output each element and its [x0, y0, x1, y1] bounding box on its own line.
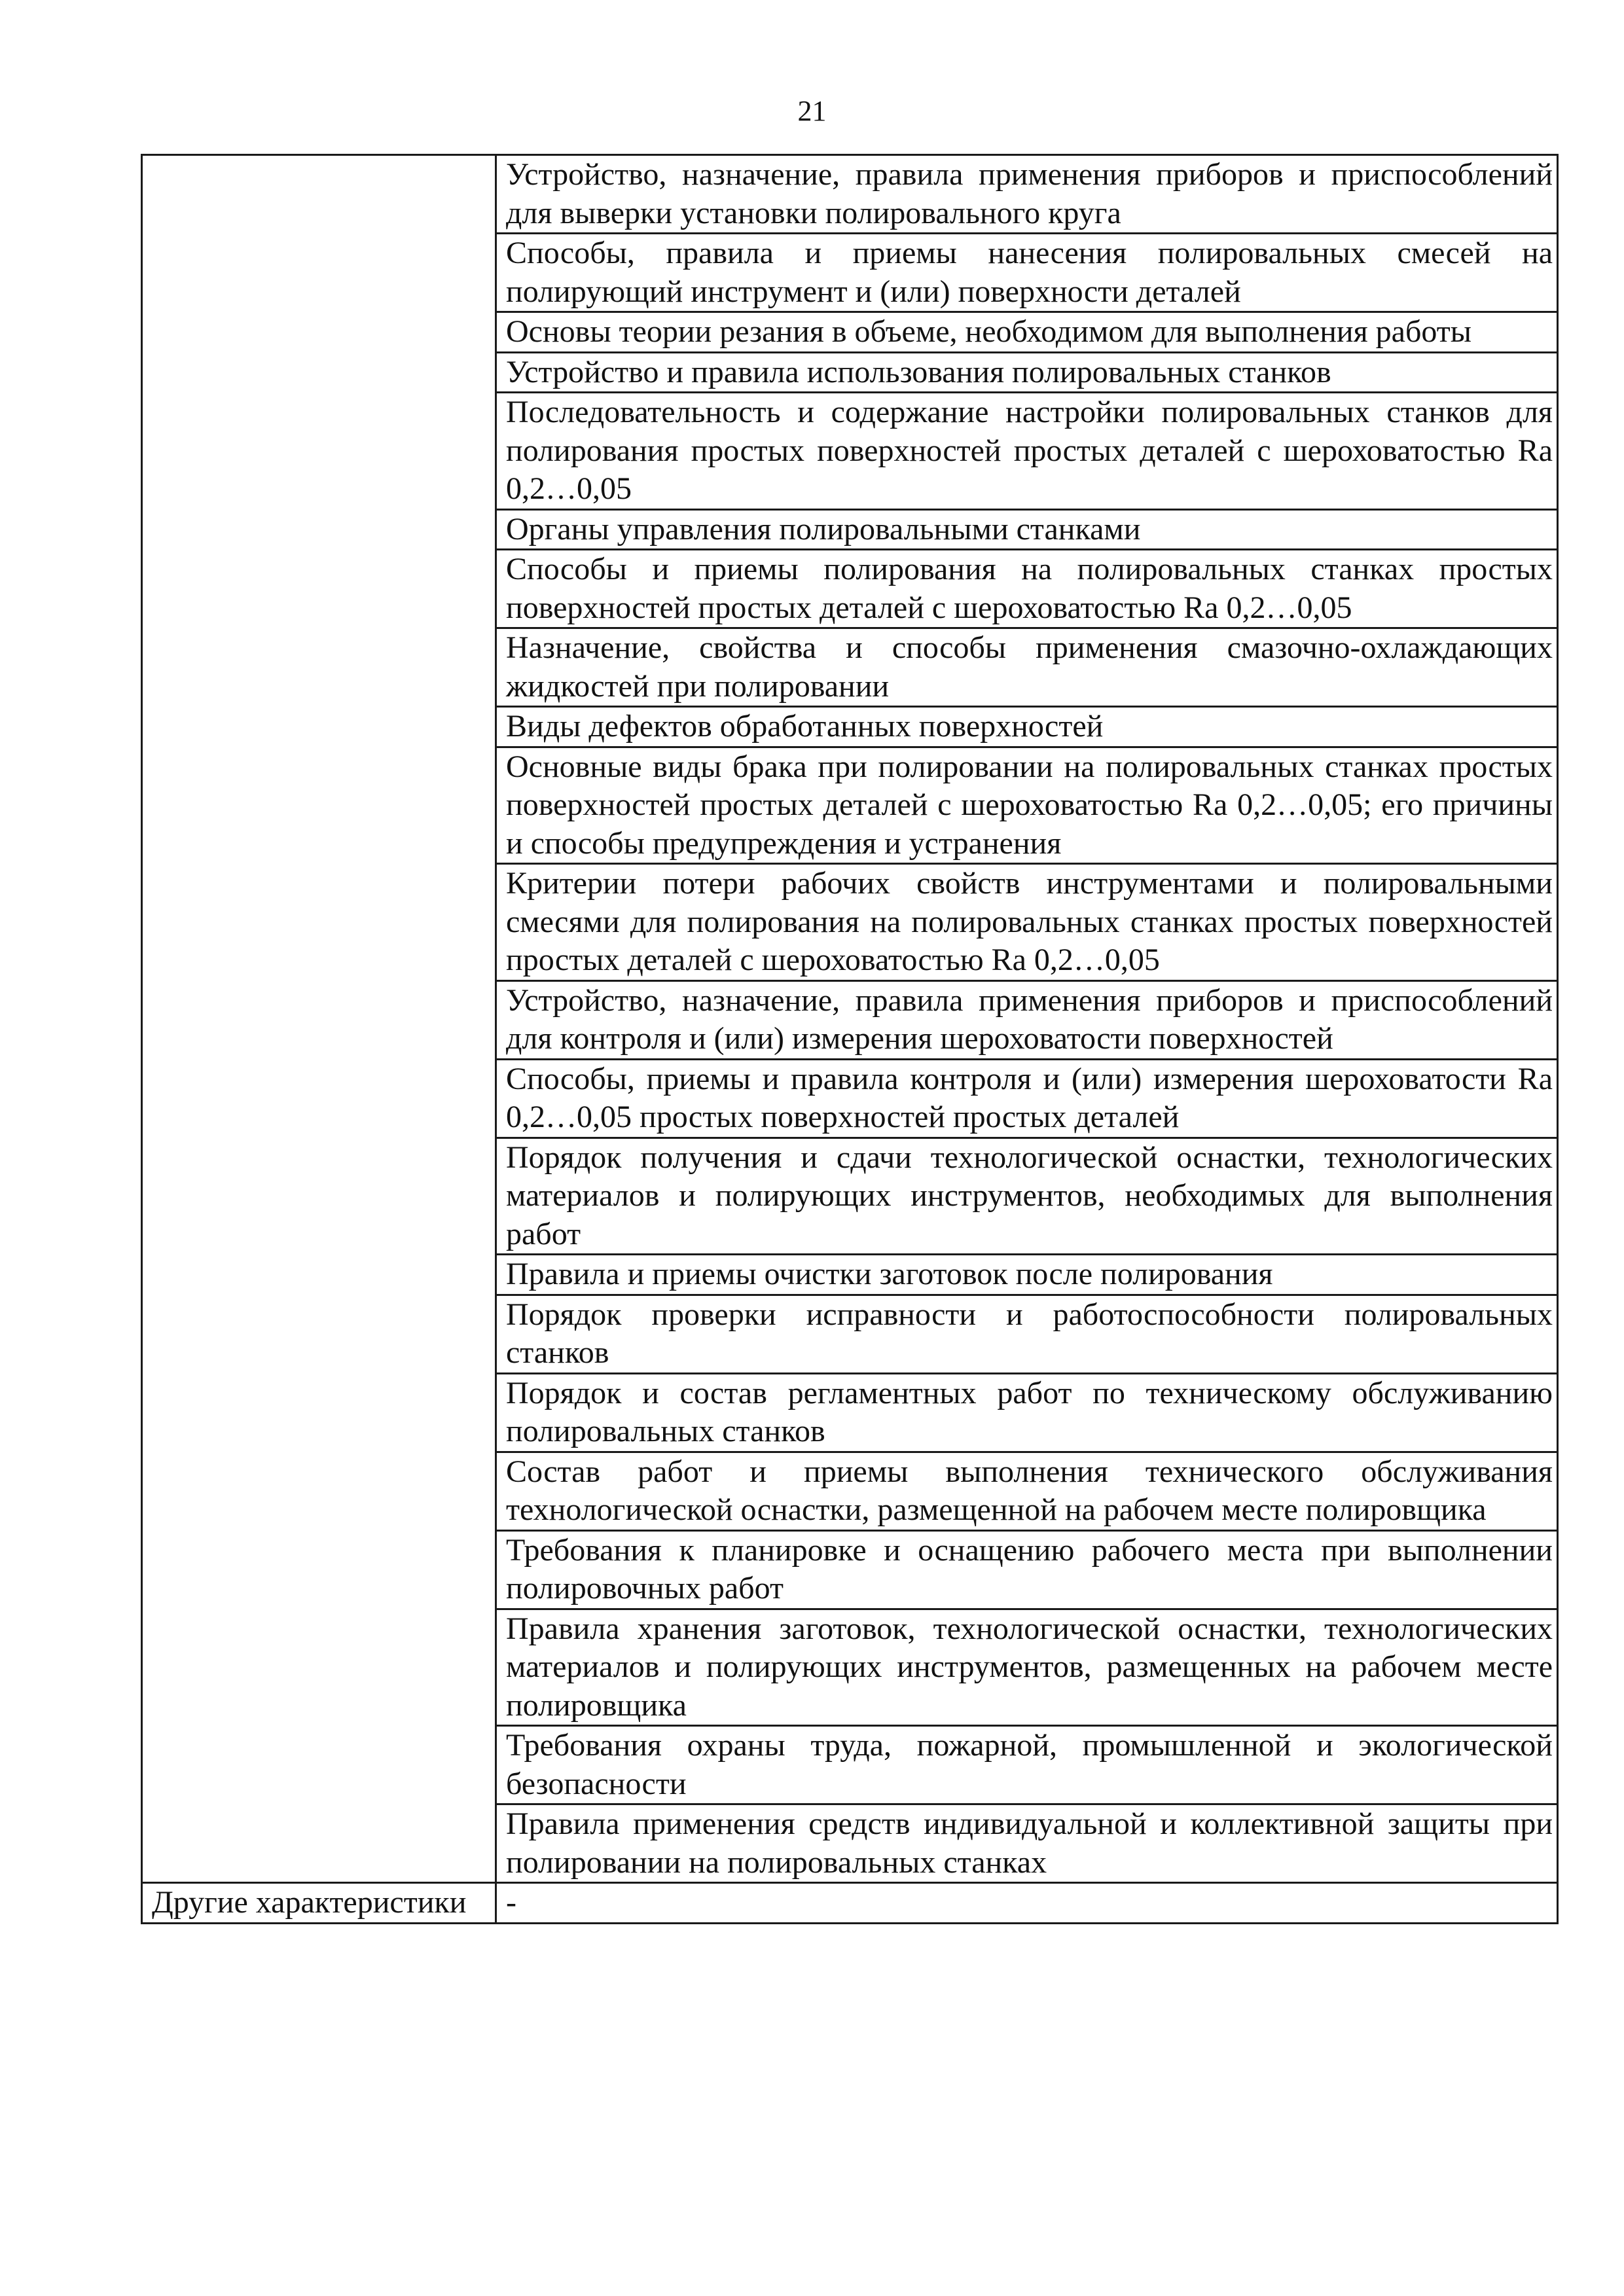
table-cell: Органы управления полировальными станками — [496, 509, 1558, 550]
table-cell: Критерии потери рабочих свойств инструментами и полировальными смесями для полирования на полировальных станках простых поверхностей простых деталей с шероховатостью Ra 0,2…0,05 — [496, 864, 1558, 981]
table-cell: Устройство и правила использования полировальных станков — [496, 352, 1558, 393]
table-cell: Последовательность и содержание настройки полировальных станков для полирования простых поверхностей простых деталей с шероховатостью Ra 0,2…0,05 — [496, 393, 1558, 510]
table-cell: Устройство, назначение, правила применения приборов и приспособлений для контроля и (или) измерения шероховатости поверхностей — [496, 980, 1558, 1059]
table-cell: Способы, приемы и правила контроля и (или) измерения шероховатости Ra 0,2…0,05 простых поверхностей простых деталей — [496, 1059, 1558, 1138]
table-cell: Назначение, свойства и способы применения смазочно-охлаждающих жидкостей при полировании — [496, 628, 1558, 707]
table-cell: Основы теории резания в объеме, необходимом для выполнения работы — [496, 312, 1558, 353]
table-cell: Правила и приемы очистки заготовок после полирования — [496, 1255, 1558, 1295]
table-cell: Порядок и состав регламентных работ по техническому обслуживанию полировальных станков — [496, 1373, 1558, 1452]
knowledge-table — [141, 154, 1559, 1924]
table-cell: Правила применения средств индивидуальной и коллективной защиты при полировании на полировальных станках — [496, 1804, 1558, 1883]
other-characteristics-row — [142, 1883, 1558, 1924]
knowledge-label-cell — [142, 155, 496, 1883]
table-cell: Требования к планировке и оснащению рабочего места при выполнении полировочных работ — [496, 1530, 1558, 1609]
other-characteristics-label: Другие характеристики — [142, 1883, 496, 1924]
page-number: 21 — [797, 95, 827, 127]
table-cell: Порядок получения и сдачи технологической оснастки, технологических материалов и полирующих инструментов, необходимых для выполнения работ — [496, 1138, 1558, 1255]
table-cell: Устройство, назначение, правила применения приборов и приспособлений для выверки установки полировального круга — [496, 155, 1558, 234]
table-cell: Способы, правила и приемы нанесения полировальных смесей на полирующий инструмент и (или) поверхности деталей — [496, 234, 1558, 312]
table-cell: Виды дефектов обработанных поверхностей — [496, 707, 1558, 747]
table-cell: Правила хранения заготовок, технологической оснастки, технологических материалов и полирующих инструментов, размещенных на рабочем месте полировщика — [496, 1609, 1558, 1726]
table-row — [142, 155, 1558, 234]
table-cell: Способы и приемы полирования на полировальных станках простых поверхностей простых деталей с шероховатостью Ra 0,2…0,05 — [496, 550, 1558, 628]
table-cell: Порядок проверки исправности и работоспособности полировальных станков — [496, 1295, 1558, 1373]
table-cell: Состав работ и приемы выполнения технического обслуживания технологической оснастки, размещенной на рабочем месте полировщика — [496, 1452, 1558, 1530]
table-cell: Требования охраны труда, пожарной, промышленной и экологической безопасности — [496, 1726, 1558, 1804]
table-body — [142, 155, 1558, 1924]
other-characteristics-value: - — [496, 1883, 1558, 1924]
table-cell: Основные виды брака при полировании на полировальных станках простых поверхностей простых деталей с шероховатостью Ra 0,2…0,05; его причины и способы предупреждения и устранения — [496, 747, 1558, 864]
